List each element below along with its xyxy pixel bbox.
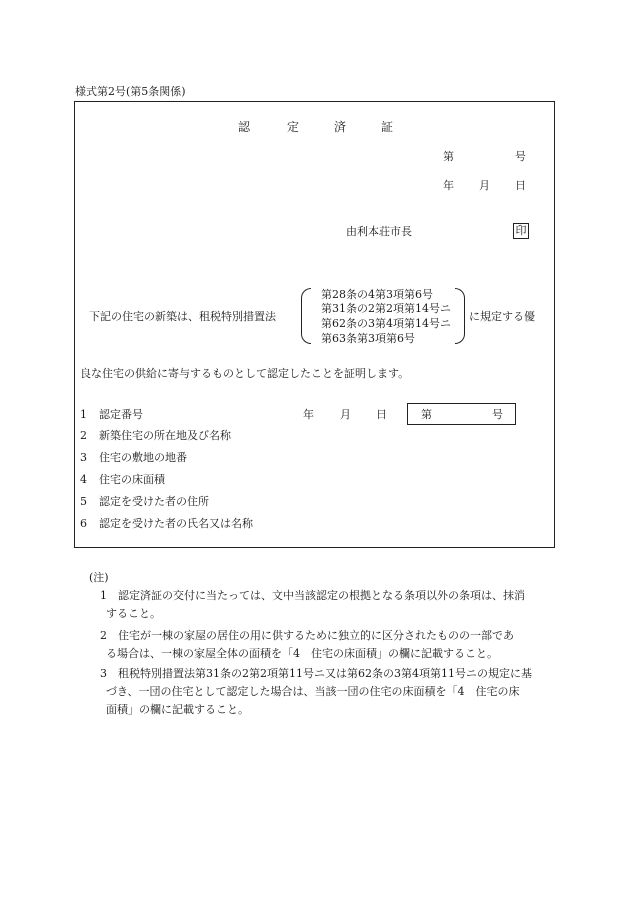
header-nen: 年 [443, 179, 454, 192]
form-label: 様式第2号(第5条関係) [75, 85, 186, 98]
item-label: 認定を受けた者の氏名又は名称 [99, 517, 253, 530]
note-line: 面積」の欄に記載すること。 [106, 703, 249, 716]
title-char: 証 [381, 120, 394, 134]
note-num: 2 [100, 629, 107, 642]
article-item: 第31条の2第2項第14号ニ [321, 302, 451, 315]
body-line2: 良な住宅の供給に寄与するものとして認定したことを証明します。 [80, 367, 410, 380]
bracket-left [301, 288, 311, 344]
title-char: 認 [238, 120, 251, 134]
note-line: すること。 [106, 607, 161, 620]
item1-nen: 年 [303, 408, 314, 421]
note-num: 1 [100, 589, 107, 602]
note-line: 租税特別措置法第31条の2第2項第11号ニ又は第62条の3第4項第11号ニの規定に基 [118, 667, 532, 680]
header-go: 号 [515, 150, 526, 163]
note-line: づき、一団の住宅として認定した場合は、当該一団の住宅の床面積を「4 住宅の床 [106, 685, 520, 698]
item-num: 4 [80, 473, 87, 486]
header-hi: 日 [515, 179, 526, 192]
body-lead: 下記の住宅の新築は、租税特別措置法 [89, 310, 276, 323]
item-num: 3 [80, 451, 87, 464]
title-char: 済 [334, 120, 347, 134]
note-line: 住宅が一棟の家屋の居住の用に供するために独立的に区分されたものの一部であ [118, 629, 514, 642]
item-num: 2 [80, 429, 87, 442]
item-label: 認定を受けた者の住所 [99, 495, 209, 508]
seal-box: 印 [513, 223, 529, 239]
item-label: 認定番号 [99, 408, 143, 421]
item-num: 6 [80, 517, 87, 530]
body-tail: に規定する優 [469, 310, 535, 323]
note-num: 3 [100, 667, 107, 680]
header-dai: 第 [443, 150, 454, 163]
item-label: 新築住宅の所在地及び名称 [99, 429, 231, 442]
item1-go: 号 [492, 408, 503, 421]
note-line: る場合は、一棟の家屋全体の面積を「4 住宅の床面積」の欄に記載すること。 [106, 647, 498, 660]
bracket-right [455, 288, 465, 344]
item-num: 1 [80, 408, 87, 421]
item-num: 5 [80, 495, 87, 508]
item1-hi: 日 [376, 408, 387, 421]
item-label: 住宅の床面積 [99, 473, 165, 486]
item-label: 住宅の敷地の地番 [99, 451, 187, 464]
article-item: 第28条の4第3項第6号 [321, 288, 433, 301]
title-char: 定 [287, 120, 300, 134]
issuer-name: 由利本荘市長 [346, 225, 412, 238]
item1-dai: 第 [421, 408, 432, 421]
article-item: 第62条の3第4項第14号ニ [321, 317, 451, 330]
item1-tsuki: 月 [340, 408, 351, 421]
header-tsuki: 月 [479, 179, 490, 192]
note-line: 認定済証の交付に当たっては、文中当該認定の根拠となる条項以外の条項は、抹消 [118, 589, 525, 602]
article-item: 第63条第3項第6号 [321, 332, 415, 345]
notes-title: (注) [89, 571, 109, 584]
